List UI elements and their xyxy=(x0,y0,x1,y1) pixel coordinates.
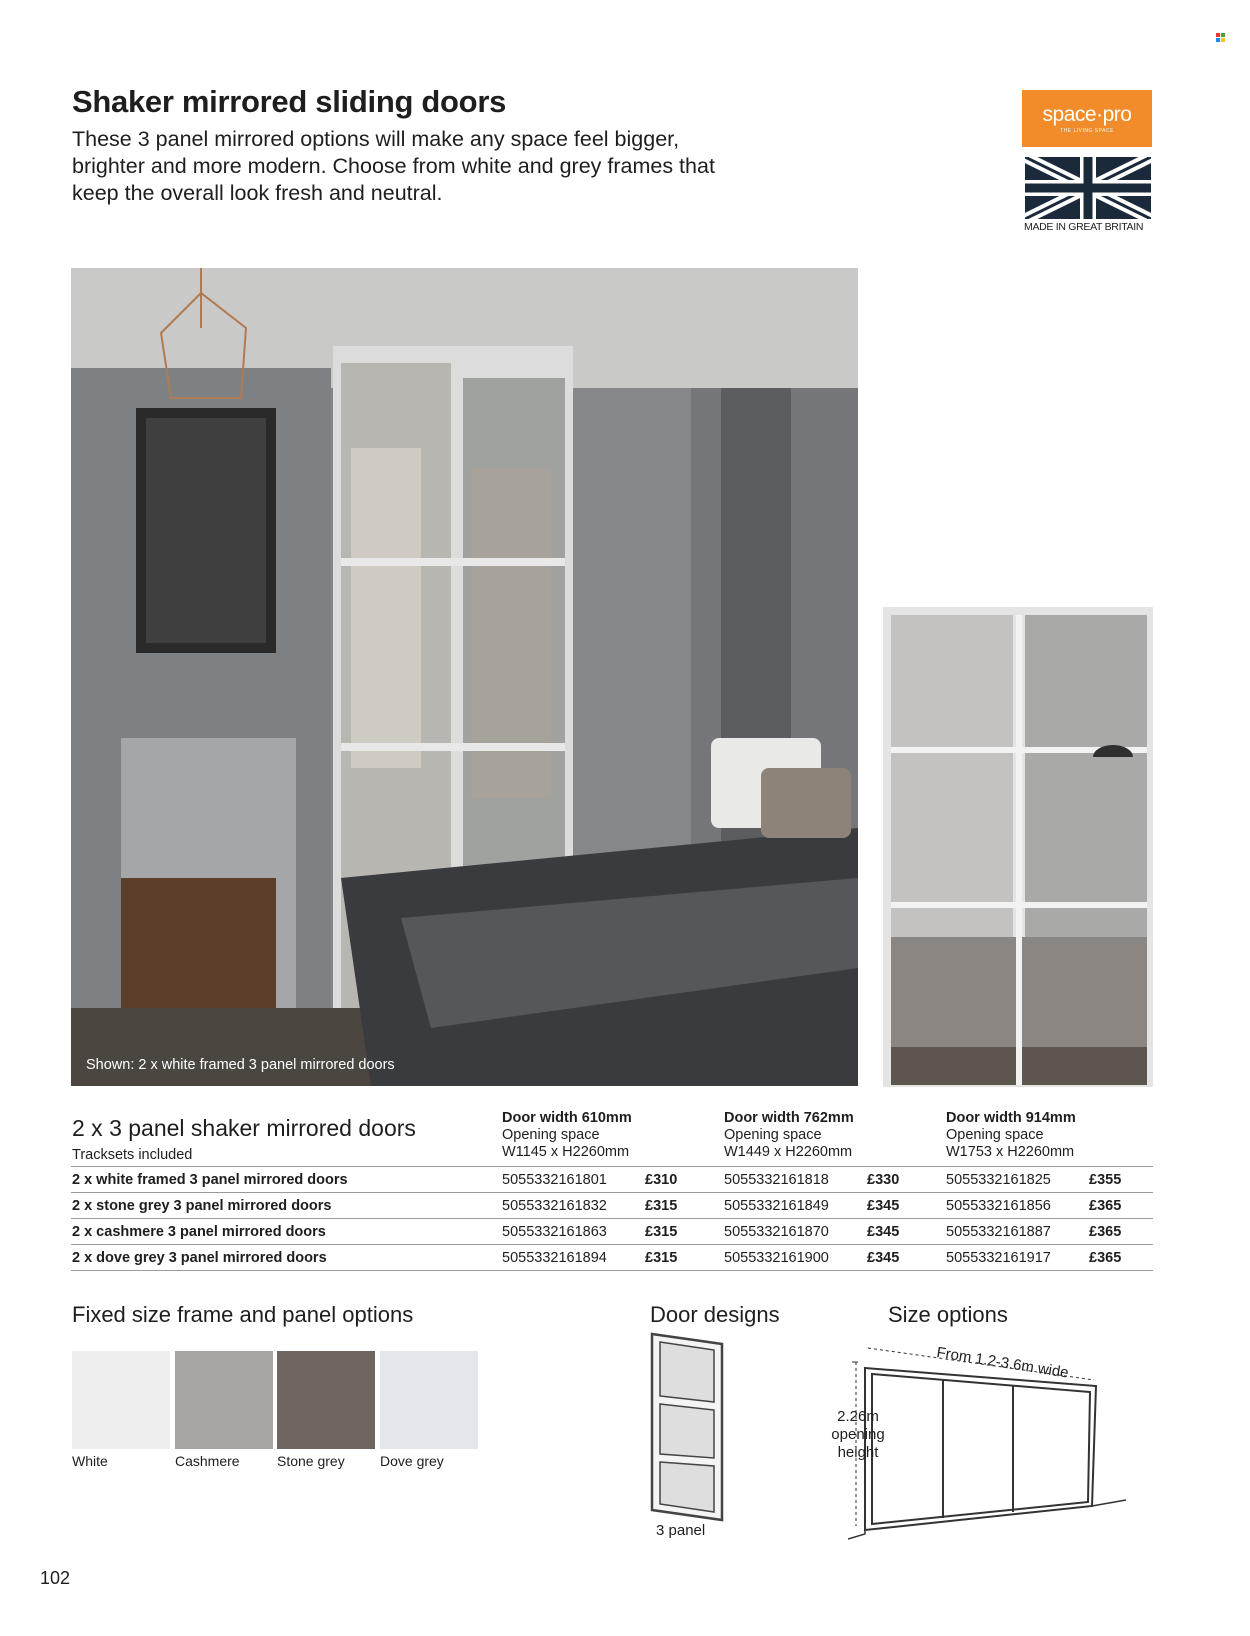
price: £345 xyxy=(867,1224,900,1240)
price: £345 xyxy=(867,1198,900,1214)
swatch-label: Cashmere xyxy=(175,1453,240,1469)
product-code: 5055332161856 xyxy=(946,1198,1051,1214)
swatch-cashmere xyxy=(175,1351,273,1449)
made-in-label: MADE IN GREAT BRITAIN xyxy=(1024,221,1144,233)
column-width: Door width 762mm xyxy=(724,1110,854,1126)
column-dims: W1449 x H2260mm xyxy=(724,1144,853,1160)
space-pro-logo xyxy=(1022,90,1152,147)
swatch-label: White xyxy=(72,1453,108,1469)
price: £365 xyxy=(1089,1250,1122,1266)
column-header-762 xyxy=(724,1110,854,1161)
height-word-height: height xyxy=(837,1444,879,1461)
swatch-white xyxy=(72,1351,170,1449)
product-code: 5055332161900 xyxy=(724,1250,829,1266)
corner-logo-icon xyxy=(1216,33,1225,42)
column-header-610 xyxy=(502,1110,632,1161)
table-rule xyxy=(71,1270,1153,1271)
price: £355 xyxy=(1089,1172,1122,1188)
union-flag-icon xyxy=(1025,157,1151,219)
swatch-label: Stone grey xyxy=(277,1453,345,1469)
price: £345 xyxy=(867,1250,900,1266)
price: £315 xyxy=(645,1224,678,1240)
column-header-914 xyxy=(946,1110,1076,1161)
column-opening: Opening space xyxy=(502,1127,600,1143)
swatch-dove-grey xyxy=(380,1351,478,1449)
table-rule xyxy=(71,1166,1153,1167)
column-opening: Opening space xyxy=(946,1127,1044,1143)
product-code: 5055332161825 xyxy=(946,1172,1051,1188)
product-code: 5055332161832 xyxy=(502,1198,607,1214)
product-code: 5055332161818 xyxy=(724,1172,829,1188)
width-label: From 1.2-3.6m wide xyxy=(935,1344,1070,1382)
three-panel-door-icon xyxy=(648,1332,728,1522)
table-rule xyxy=(71,1192,1153,1193)
price: £315 xyxy=(645,1198,678,1214)
product-code: 5055332161917 xyxy=(946,1250,1051,1266)
column-width: Door width 610mm xyxy=(502,1110,632,1126)
price: £315 xyxy=(645,1250,678,1266)
height-label xyxy=(818,1408,898,1462)
table-row-label: 2 x stone grey 3 panel mirrored doors xyxy=(72,1198,332,1214)
swatch-stone-grey xyxy=(277,1351,375,1449)
frame-options-title: Fixed size frame and panel options xyxy=(72,1302,414,1327)
product-code: 5055332161894 xyxy=(502,1250,607,1266)
door-design-label: 3 panel xyxy=(656,1522,706,1539)
size-options-title: Size options xyxy=(888,1302,1008,1327)
product-code: 5055332161849 xyxy=(724,1198,829,1214)
brand-tagline: THE LIVING SPACE xyxy=(1060,128,1114,134)
price: £365 xyxy=(1089,1198,1122,1214)
table-row-label: 2 x cashmere 3 panel mirrored doors xyxy=(72,1224,326,1240)
height-value: 2.26m xyxy=(837,1408,879,1425)
table-row-label: 2 x dove grey 3 panel mirrored doors xyxy=(72,1250,327,1266)
product-code: 5055332161863 xyxy=(502,1224,607,1240)
hero-bedroom-image xyxy=(71,268,858,1086)
table-row-label: 2 x white framed 3 panel mirrored doors xyxy=(72,1172,348,1188)
intro-text: These 3 panel mirrored options will make any space feel bigger, brighter and more modern. Choose from white and grey frames that keep the overall look fresh and neutral. xyxy=(72,127,715,205)
product-code: 5055332161801 xyxy=(502,1172,607,1188)
mirrored-door-image xyxy=(883,607,1153,1087)
table-subtitle: Tracksets included xyxy=(72,1147,193,1163)
page-title: Shaker mirrored sliding doors xyxy=(72,84,507,119)
price: £330 xyxy=(867,1172,900,1188)
price: £310 xyxy=(645,1172,678,1188)
column-width: Door width 914mm xyxy=(946,1110,1076,1126)
price: £365 xyxy=(1089,1224,1122,1240)
brand-name: space·pro xyxy=(1042,103,1132,126)
column-opening: Opening space xyxy=(724,1127,822,1143)
page-number: 102 xyxy=(40,1568,71,1588)
table-title: 2 x 3 panel shaker mirrored doors xyxy=(72,1115,416,1141)
column-dims: W1753 x H2260mm xyxy=(946,1144,1075,1160)
table-rule xyxy=(71,1244,1153,1245)
door-designs-title: Door designs xyxy=(650,1302,780,1327)
height-word-opening: opening xyxy=(831,1426,885,1443)
product-code: 5055332161887 xyxy=(946,1224,1051,1240)
hero-caption: Shown: 2 x white framed 3 panel mirrored doors xyxy=(86,1057,395,1073)
table-rule xyxy=(71,1218,1153,1219)
product-code: 5055332161870 xyxy=(724,1224,829,1240)
column-dims: W1145 x H2260mm xyxy=(502,1144,630,1160)
swatch-label: Dove grey xyxy=(380,1453,444,1469)
